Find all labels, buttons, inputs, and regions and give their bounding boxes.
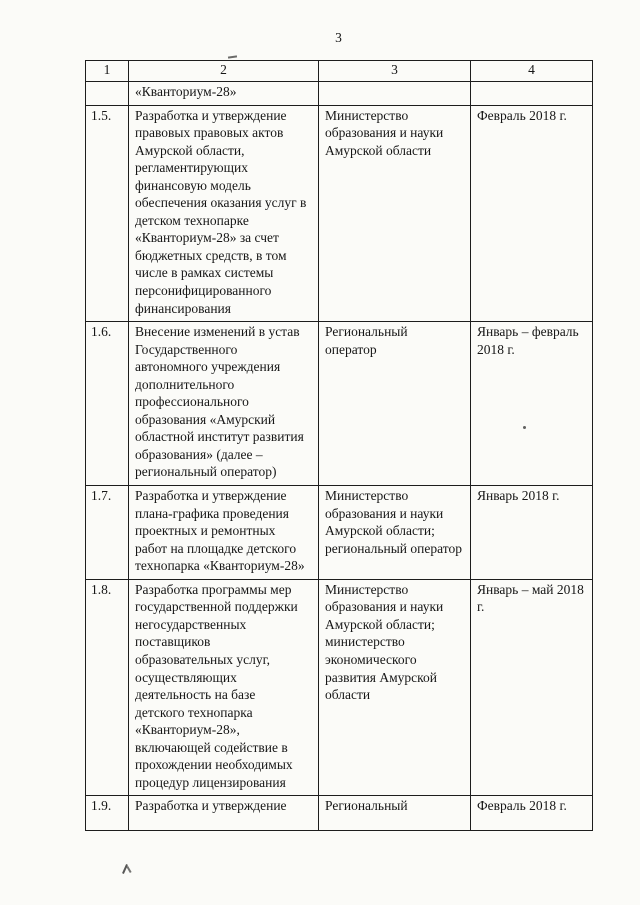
scan-artifact [126,866,131,873]
table-row [86,105,593,322]
column-header-4: 4 [471,61,593,82]
cell-activity: «Кванториум-28» [129,81,319,105]
table-row [86,486,593,580]
cell-responsible [319,81,471,105]
cell-date: Январь – май 2018 г. [471,579,593,796]
cell-num: 1.6. [86,322,129,486]
cell-activity: Разработка и утверждение плана-графика проведения проектных и ремонтных работ на площадке детского технопарка «Кванториум-28» [129,486,319,580]
cell-date: Февраль 2018 г. [471,105,593,322]
activities-table [85,60,593,831]
column-header-2: 2 [129,61,319,82]
cell-responsible: Региональный [319,796,471,831]
table-row [86,81,593,105]
table-row [86,322,593,486]
cell-num: 1.5. [86,105,129,322]
cell-responsible: Министерство образования и науки Амурской области; региональный оператор [319,486,471,580]
cell-responsible: Региональный оператор [319,322,471,486]
table-header-row [86,61,593,82]
cell-date: Январь 2018 г. [471,486,593,580]
table-row [86,796,593,831]
document-page [85,30,592,831]
table-body [86,81,593,831]
table-row [86,579,593,796]
cell-activity: Разработка программы мер государственной поддержки негосударственных поставщиков образовательных услуг, осуществляющих деятельность на базе детского технопарка «Кванториум-28», включающей содействие в прохождении необходимых процедур лицензирования [129,579,319,796]
scan-artifact [122,864,128,874]
cell-date [471,81,593,105]
cell-activity: Внесение изменений в устав Государственного автономного учреждения дополнительного профессионального образования «Амурский областной институт развития образования» (далее – региональный оператор) [129,322,319,486]
cell-num: 1.9. [86,796,129,831]
column-header-3: 3 [319,61,471,82]
cell-responsible: Министерство образования и науки Амурской области; министерство экономического развития Амурской области [319,579,471,796]
cell-num [86,81,129,105]
cell-activity: Разработка и утверждение правовых правовых актов Амурской области, регламентирующих финансовую модель обеспечения оказания услуг в детском технопарке «Кванториум-28» за счет бюджетных средств, в том числе в рамках системы персонифицированного финансирования [129,105,319,322]
page-number: 3 [335,30,342,45]
cell-date: Январь – февраль 2018 г. [471,322,593,486]
cell-num: 1.8. [86,579,129,796]
cell-num: 1.7. [86,486,129,580]
cell-activity: Разработка и утверждение [129,796,319,831]
cell-responsible: Министерство образования и науки Амурской области [319,105,471,322]
cell-date: Февраль 2018 г. [471,796,593,831]
column-header-1: 1 [86,61,129,82]
